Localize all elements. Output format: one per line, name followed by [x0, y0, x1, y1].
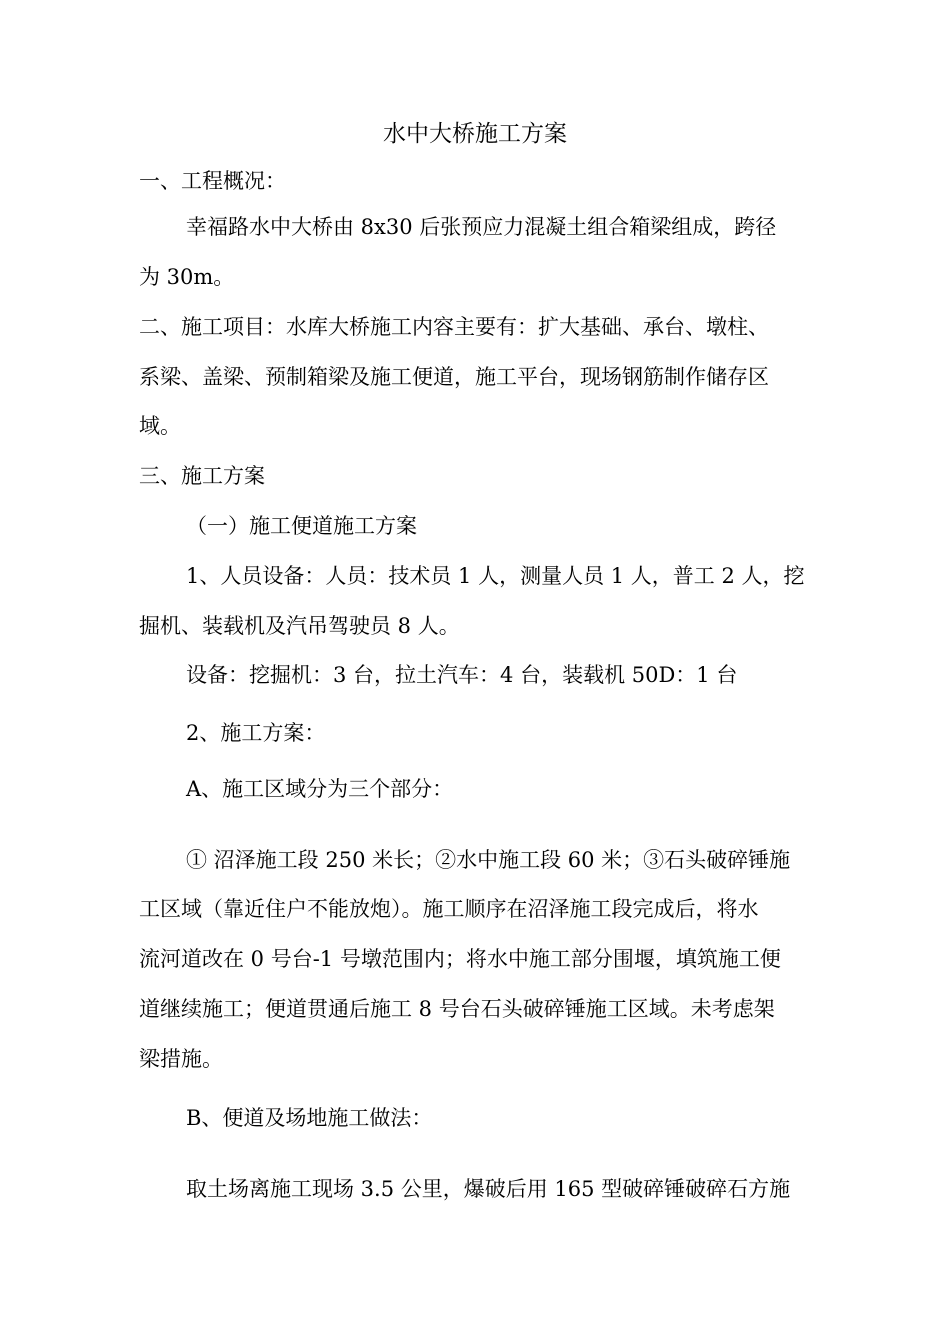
paragraph-line: 域。 [139, 414, 181, 438]
paragraph-line: 工区域（靠近住户不能放炮）。施工顺序在沼泽施工段完成后，将水 [139, 897, 759, 921]
paragraph-line: 系梁、盖梁、预制箱梁及施工便道，施工平台，现场钢筋制作储存区 [139, 365, 769, 389]
paragraph-line: 梁措施。 [139, 1047, 223, 1071]
paragraph-line: 掘机、装载机及汽吊驾驶员 8 人。 [139, 614, 460, 638]
paragraph-line: 幸福路水中大桥由 8x30 后张预应力混凝土组合箱梁组成，跨径 [186, 215, 777, 239]
subsection-heading: （一）施工便道施工方案 [186, 514, 417, 538]
paragraph-line: 1、人员设备：人员：技术员 1 人，测量人员 1 人，普工 2 人，挖 [186, 564, 805, 588]
paragraph-line: 道继续施工；便道贯通后施工 8 号台石头破碎锤施工区域。未考虑架 [139, 997, 775, 1021]
paragraph-line: 二、施工项目：水库大桥施工内容主要有：扩大基础、承台、墩柱、 [139, 315, 769, 339]
paragraph-line: ① 沼泽施工段 250 米长；②水中施工段 60 米；③石头破碎锤施 [186, 848, 791, 872]
paragraph-line: 2、施工方案： [186, 721, 326, 745]
section-heading-plan: 三、施工方案 [139, 464, 265, 488]
paragraph-line: B、便道及场地施工做法： [186, 1106, 433, 1130]
paragraph-line: A、施工区域分为三个部分： [186, 777, 454, 801]
paragraph-line: 设备：挖掘机：3 台，拉土汽车：4 台，装载机 50D：1 台 [186, 663, 738, 687]
paragraph-line: 为 30m。 [139, 265, 235, 289]
paragraph-line: 流河道改在 0 号台-1 号墩范围内；将水中施工部分围堰，填筑施工便 [139, 947, 781, 971]
section-heading-overview: 一、工程概况： [139, 169, 286, 193]
document-title: 水中大桥施工方案 [383, 121, 567, 147]
paragraph-line: 取土场离施工现场 3.5 公里，爆破后用 165 型破碎锤破碎石方施 [186, 1177, 791, 1201]
